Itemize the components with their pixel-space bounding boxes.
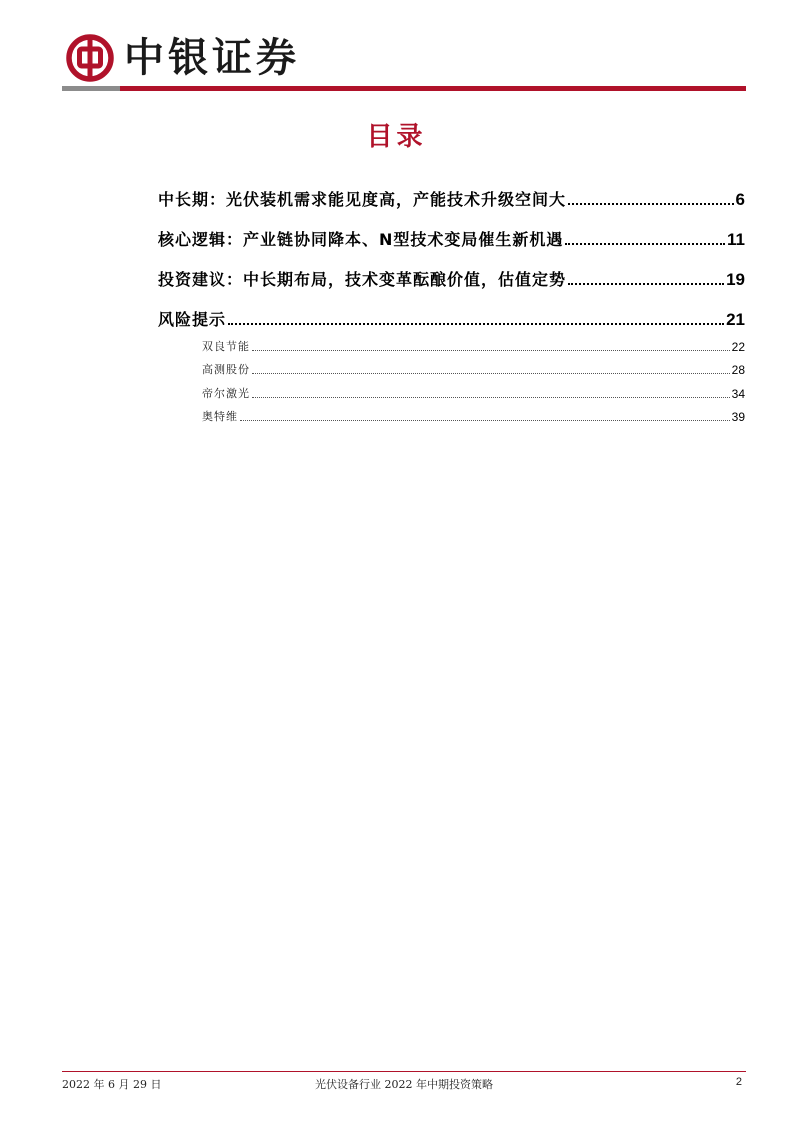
toc-subentry-label: 奥特维 xyxy=(202,410,238,423)
toc-subentry-page: 28 xyxy=(731,363,745,377)
toc-subentry-page: 22 xyxy=(731,339,745,354)
toc-entry-label: 投资建议：中长期布局，技术变革酝酿价值，估值定势 xyxy=(158,270,567,289)
toc-subentry-label: 帝尔激光 xyxy=(202,386,250,400)
toc-leader-dots xyxy=(240,420,730,421)
toc-entry-label: 风险提示 xyxy=(158,310,227,329)
footer-rule xyxy=(62,1071,746,1072)
toc-entry[interactable] xyxy=(158,210,745,250)
toc-subentry[interactable] xyxy=(202,377,745,401)
toc-entry-page: 6 xyxy=(735,190,745,209)
toc-leader-dots xyxy=(252,397,730,398)
toc-entry-label: 核心逻辑：产业链协同降本、N型技术变局催生新机遇 xyxy=(158,230,564,249)
toc-leader-dots xyxy=(568,283,724,285)
header-rule-gray xyxy=(62,86,120,91)
toc-subentry-page: 39 xyxy=(731,410,745,424)
toc-subentry[interactable] xyxy=(202,330,745,354)
toc-entry[interactable] xyxy=(158,170,745,210)
toc-entry[interactable] xyxy=(158,250,745,290)
toc-leader-dots xyxy=(252,350,730,351)
toc-subentry-page: 34 xyxy=(731,386,745,401)
toc-entry-label: 中长期：光伏装机需求能见度高，产能技术升级空间大 xyxy=(158,190,567,209)
footer-doc-title: 光伏设备行业 2022 年中期投资策略 xyxy=(315,1078,493,1091)
bank-of-china-logo-icon xyxy=(66,34,114,82)
toc-leader-dots xyxy=(252,373,730,374)
toc-subentry-label: 高测股份 xyxy=(202,363,250,376)
table-of-contents xyxy=(158,170,745,424)
footer-date: 2022 年 6 月 29 日 xyxy=(62,1078,162,1091)
toc-subentry-label: 双良节能 xyxy=(202,339,250,353)
brand-name: 中银证券 xyxy=(124,34,300,81)
page-header xyxy=(62,28,746,92)
footer-page-number: 2 xyxy=(735,1076,742,1088)
page-footer xyxy=(62,1076,746,1092)
header-rule-red xyxy=(120,86,746,91)
toc-entry-page: 11 xyxy=(727,230,745,249)
toc-leader-dots xyxy=(228,323,724,325)
toc-entry[interactable] xyxy=(158,290,745,330)
toc-entry-page: 21 xyxy=(726,310,745,329)
toc-subentry[interactable] xyxy=(202,401,745,425)
toc-leader-dots xyxy=(565,243,725,245)
toc-title: 目录 xyxy=(366,122,427,152)
toc-entry-page: 19 xyxy=(726,270,745,289)
toc-leader-dots xyxy=(568,203,734,205)
toc-subentry[interactable] xyxy=(202,354,745,378)
